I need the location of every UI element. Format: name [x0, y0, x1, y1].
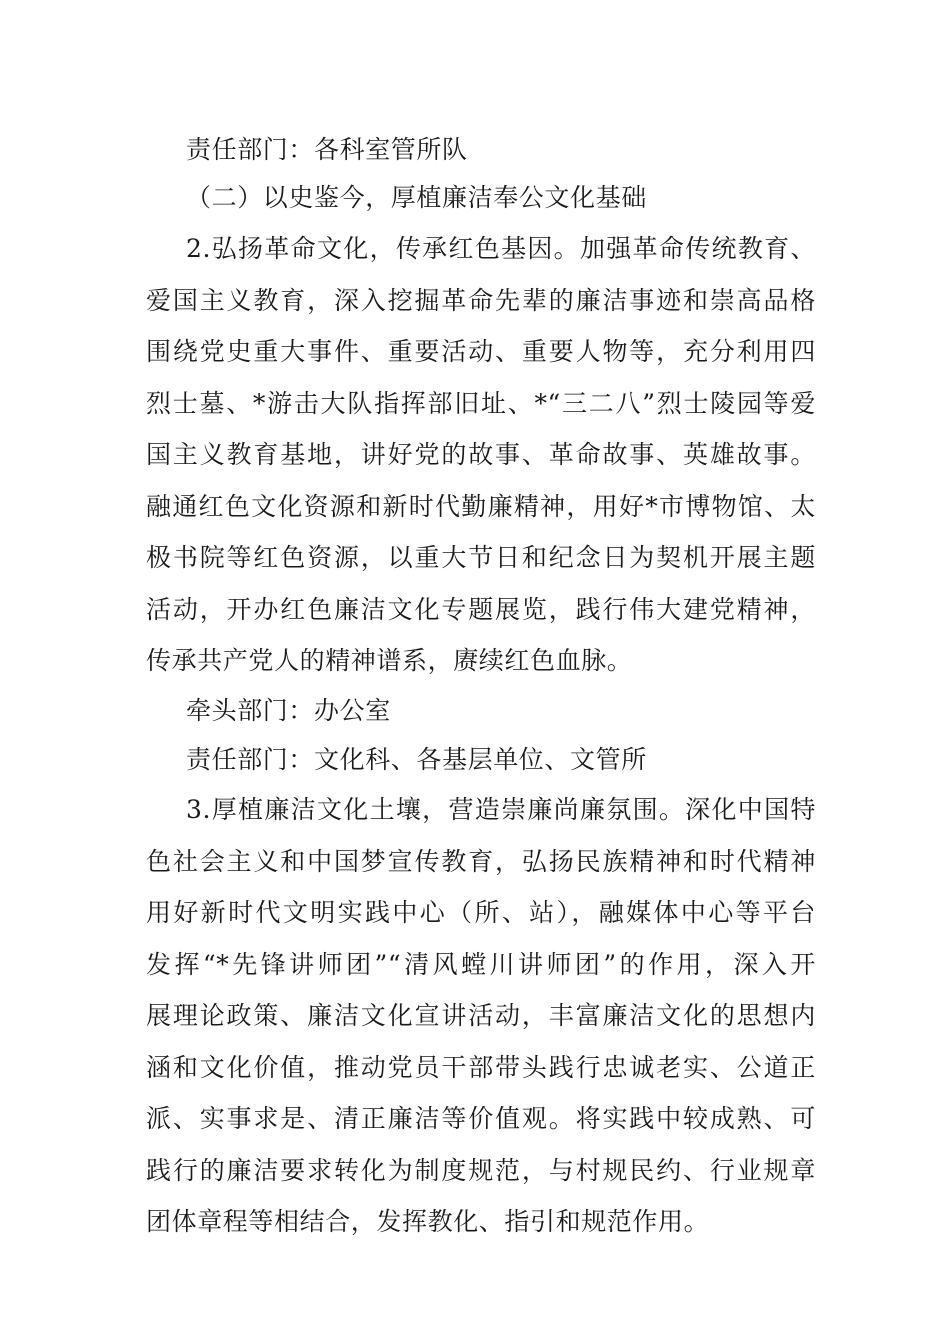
responsible-dept-line-2: 责任部门：文化科、各基层单位、文管所	[186, 745, 647, 774]
item-2-body-line: 烈士墓、*游击大队指挥部旧址、*“三二八”烈士陵园等爱	[146, 389, 816, 418]
item-3-body-line: 色社会主义和中国梦宣传教育，弘扬民族精神和时代精神	[146, 847, 816, 876]
item-2-body-line: 爱国主义教育，深入挖掘革命先辈的廉洁事迹和崇高品格	[146, 286, 816, 315]
lead-dept-line: 牵头部门：办公室	[186, 696, 391, 725]
item-2-body-line: 围绕党史重大事件、重要活动、重要人物等，充分利用四	[146, 337, 816, 366]
item-3-body-line-last: 团体章程等相结合，发挥教化、指引和规范作用。	[146, 1207, 710, 1236]
item-3-body-line: 展理论政策、廉洁文化宣讲活动，丰富廉洁文化的思想内	[146, 1001, 816, 1030]
item-2-body-line-last: 传承共产党人的精神谱系，赓续红色血脉。	[146, 646, 633, 675]
section-heading-2: （二）以史鉴今，厚植廉洁奉公文化基础	[186, 183, 647, 212]
item-2-body-line: 极书院等红色资源，以重大节日和纪念日为契机开展主题	[146, 543, 816, 572]
item-3-body-line: 践行的廉洁要求转化为制度规范，与村规民约、行业规章	[146, 1156, 816, 1185]
item-2-body-line: 国主义教育基地，讲好党的故事、革命故事、英雄故事。	[146, 440, 816, 469]
item-3-body-line: 派、实事求是、清正廉洁等价值观。将实践中较成熟、可	[146, 1104, 816, 1133]
item-3-body-line: 用好新时代文明实践中心（所、站），融媒体中心等平台	[146, 898, 816, 927]
item-3-title-line: 3.厚植廉洁文化土壤，营造崇廉尚廉氛围。深化中国特	[186, 795, 816, 824]
item-2-title-line: 2.弘扬革命文化，传承红色基因。加强革命传统教育、	[186, 234, 816, 263]
item-2-body-line: 融通红色文化资源和新时代勤廉精神，用好*市博物馆、太	[146, 492, 816, 521]
item-3-body-line: 发挥“*先锋讲师团”“清风螳川讲师团”的作用，深入开	[146, 950, 816, 979]
item-2-body-line: 活动，开办红色廉洁文化专题展览，践行伟大建党精神，	[146, 595, 816, 624]
item-3-body-line: 涵和文化价值，推动党员干部带头践行忠诚老实、公道正	[146, 1053, 816, 1082]
responsible-dept-line-1: 责任部门：各科室管所队	[186, 135, 468, 164]
